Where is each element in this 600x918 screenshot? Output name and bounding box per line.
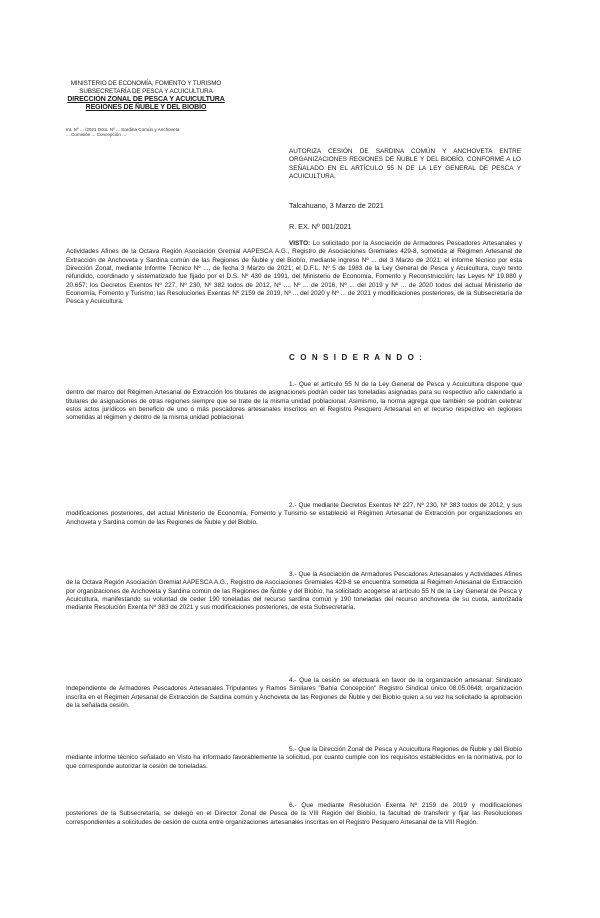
reference-block (66, 127, 296, 138)
considerando-paragraph-3: 3.- Que la Asociación de Armadores Pescadores Artesanales y Actividades Afines de la Octava Región Asociación Gremial AAPESCA A.G., Registro de Asociaciones Gremiales 429-8 se encuentra sometida al Régimen Artesanal de Extracción por organizaciones de Anchoveta y Sardina común de las Regiones de Ñuble y del Biobío, ha solicitado acogerse al artículo 55 N de la Ley General de Pesca y Acuicultura, manifestando su voluntad de ceder 190 toneladas del recurso sardina común y 190 toneladas del recurso anchoveta de su cuota, autorizada mediante Resolución Exenta Nº 383 de 2021 y sus modificaciones posteriores, de esta Subsecretaría. (66, 571, 522, 612)
visto-text: Lo solicitado por la Asociación de Armadores Pescadores Artesanales y Actividades Afines de la Octava Región Asociación Gremial AAPESCA A.G., Registro de Asociaciones Gremiales 429-8, sometida al Régimen Artesanal de Extracción de Anchoveta y Sardina común de las Regiones de Ñuble y del Biobío, mediante ingreso Nº ... del 3 Marzo de 2021; el informe técnico por esta Dirección Zonal, mediante Informe Técnico Nº ..., de fecha 3 Marzo de 2021; el D.F.L. Nº 5 de 1983 de la Ley General de Pesca y Acuicultura, cuyo texto refundido, coordinado y sistematizado fue fijado por el D.S. Nº 430 de 1991, del Ministerio de Economía, Fomento y Reconstrucción; las Leyes Nº 19.880 y 20.657; los Decretos Exentos Nº 227, Nº 230, Nº 382 todos de 2012, Nº ..., Nº ... de 2016, Nº ... del 2019 y Nº ... de 2020 todos del actual Ministerio de Economía, Fomento y Turismo; las Resoluciones Exentas Nº 2159 de 2019, Nº ... del 2020 y Nº ... de 2021 y modificaciones posteriores, de la Subsecretaría de Pesca y Acuicultura. (66, 240, 522, 306)
institution-header (66, 80, 226, 112)
considerando-paragraph-4: 4.- Que la cesión se efectuará en favor de la organización artesanal: Sindicato Independiente de Armadores Pescadores Artesanales Tripulantes y Ramos Similares "Bahía Concepción" Registro Sindical único 08.05.0648; organización inscrita en el Régimen Artesanal de Extracción de Sardina común y Anchoveta de las Regiones de Ñuble y del Biobío quien a su vez ha solicitado la aprobación de la señalada cesión. (66, 677, 522, 710)
resolution-subject: AUTORIZA CESIÓN DE SARDINA COMÚN Y ANCHOVETA ENTRE ORGANIZACIONES REGIONES DE ÑUBLE Y DEL BIOBÍO, CONFORME A LO SEÑALADO EN EL ARTÍCULO 55 N DE LA LEY GENERAL DE PESCA Y ACUICULTURA. (289, 148, 521, 180)
visto-label: VISTO: (289, 240, 311, 247)
zonal-directorate-name: DIRECCIÓN ZONAL DE PESCA Y ACUICULTURA (67, 96, 225, 103)
resolution-number: R. EX. Nº 001/2021 (289, 222, 352, 231)
considerando-paragraph-5: 5.- Que la Dirección Zonal de Pesca y Acuicultura Regiones de Ñuble y del Biobío mediante informe técnico señalado en Visto ha informado favorablemente la solicitud, por cuanto cumple con los requisitos establecidos en la normativa, por lo que corresponde autorizar la cesión de toneladas. (66, 746, 522, 770)
regions-name: REGIONES DE ÑUBLE Y DEL BIOBÍO (85, 104, 207, 111)
considerando-paragraph-1: 1.- Que el artículo 55 N de la Ley General de Pesca y Acuicultura dispone que dentro del marco del Régimen Artesanal de Extracción los titulares de asignaciones podrán ceder las toneladas asignadas para su respectivo año calendario a titulares de asignaciones de otras regiones siempre que se trate de la misma unidad poblacional. Asimismo, la norma agrega que también se podrán celebrar estos actos jurídicos en beneficio de uno o más pescadores artesanales inscritos en el Registro Pesquero Artesanal en el recurso respectivo en regiones sometidas al régimen y dentro de la misma unidad poblacional. (66, 381, 522, 422)
ministry-name: MINISTERIO DE ECONOMÍA, FOMENTO Y TURISMO (70, 80, 222, 87)
reference-line-2: ... Comisión ... Concepción ... (66, 132, 126, 138)
place-date: Talcahuano, 3 Marzo de 2021 (289, 201, 384, 210)
considerando-paragraph-6: 6.- Que mediante Resolución Exenta Nº 2159 de 2019 y modificaciones posteriores de la Subsecretaría, se delegó en el Director Zonal de Pesca de la VIII Región del Biobío, la facultad de transferir y fijar las Resoluciones correspondientes a solicitudes de cesión de cuota entre organizaciones artesanales inscritas en el Registro Pesquero Artesanal de la VIII Región. (66, 802, 522, 826)
undersecretariat-name: SUBSECRETARÍA DE PESCA Y ACUICULTURA (79, 88, 213, 95)
considerando-title: C O N S I D E R A N D O : (289, 353, 424, 362)
considerando-paragraph-2: 2.- Que mediante Decretos Exentos Nº 227, Nº 230, Nº 383 todos de 2012, y sus modificaciones posteriores, del actual Ministerio de Economía, Fomento y Turismo se estableció el Régimen Artesanal de Extracción por organizaciones en Anchoveta y Sardina común de las Regiones de Ñuble y del Biobío. (66, 502, 522, 526)
reference-line-1: Int. Nº ... /2021 Dcto. Nº ... Sardina Común y Anchoveta (66, 127, 180, 132)
visto-section (66, 240, 522, 307)
